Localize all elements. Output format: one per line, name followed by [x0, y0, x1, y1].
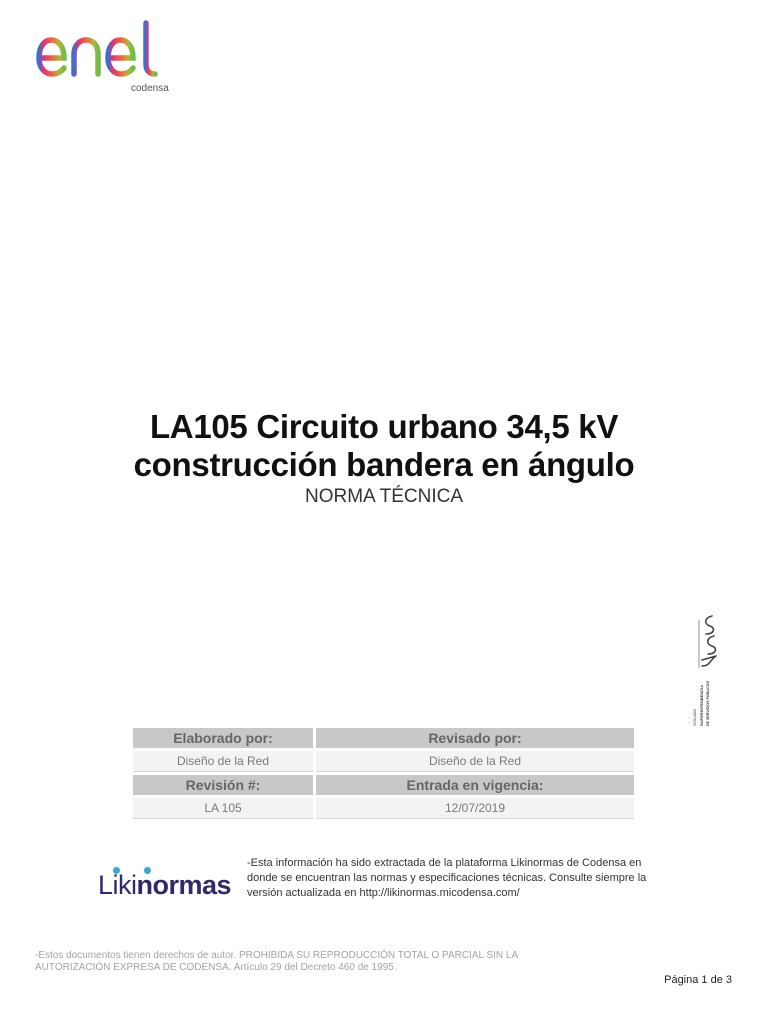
document-subtitle: NORMA TÉCNICA — [304, 486, 463, 507]
logo-subtitle: codensa — [131, 83, 169, 94]
document-title — [0, 408, 768, 484]
stamp-line-2: SUPERINTENDENCIA — [699, 684, 704, 726]
revision-header: Revisión #: — [133, 775, 313, 795]
title-block — [0, 408, 768, 508]
vigencia-header: Entrada en vigencia: — [316, 775, 634, 795]
table-header-row — [133, 728, 634, 748]
vigilado-stamp — [688, 612, 722, 730]
revision-value: LA 105 — [133, 798, 313, 819]
vigilado-seal-icon — [688, 612, 722, 730]
likinormas-wordmark — [98, 870, 231, 901]
enel-logo — [34, 20, 179, 100]
likinormas-part-2: normas — [136, 870, 232, 900]
stamp-line-1: VIGILADO — [693, 709, 697, 726]
table-header-row — [133, 775, 634, 795]
likinormas-logo — [98, 864, 240, 904]
elaborado-header: Elaborado por: — [133, 728, 313, 748]
vigencia-value: 12/07/2019 — [316, 798, 634, 819]
revisado-value: Diseño de la Red — [316, 751, 634, 772]
title-line-2: construcción bandera en ángulo — [133, 446, 635, 483]
info-notice: -Esta información ha sido extractada de la plataforma Likinormas de Codensa en donde se encuentran las normas y especificaciones técnicas. Consulte siempre la versión actualizada en http://likinormas.micodensa.com/ — [247, 857, 647, 899]
title-line-1: LA105 Circuito urbano 34,5 kV — [149, 408, 619, 445]
page-number: Página 1 de 3 — [664, 974, 732, 986]
likinormas-part-1: Liki — [98, 870, 137, 900]
enel-wordmark-icon — [34, 20, 179, 80]
stamp-line-3: DE SERVICIOS PÚBLICOS — [706, 680, 710, 726]
elaborado-value: Diseño de la Red — [133, 751, 313, 772]
copyright-notice: -Estos documentos tienen derechos de autor. PROHIBIDA SU REPRODUCCIÓN TOTAL O PARCIAL SIN LA AUTORIZACIÓN EXPRESA DE CODENSA. Artículo 29 del Decreto 460 de 1995. — [35, 950, 518, 973]
document-info-table — [130, 725, 637, 822]
table-row — [133, 751, 634, 772]
table-row — [133, 798, 634, 819]
revisado-header: Revisado por: — [316, 728, 634, 748]
